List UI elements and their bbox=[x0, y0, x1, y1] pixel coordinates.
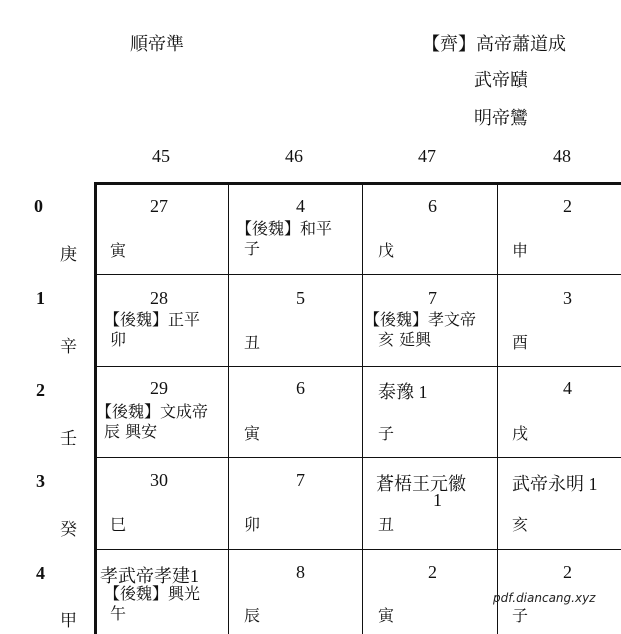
cell-branch: 卯 bbox=[110, 330, 127, 349]
cell-year-number: 2 bbox=[428, 562, 437, 582]
cell-branch: 丑 bbox=[378, 515, 395, 534]
cell-branch: 酉 bbox=[512, 333, 529, 352]
cell-branch: 申 bbox=[512, 241, 529, 260]
cell-year-number: 5 bbox=[296, 288, 305, 308]
cell-year-number: 4 bbox=[563, 378, 572, 398]
cell-year-number: 2 bbox=[563, 562, 572, 582]
column-divider bbox=[497, 182, 498, 634]
column-number: 48 bbox=[553, 146, 571, 166]
row-index: 1 bbox=[36, 288, 45, 308]
row-stem: 庚 bbox=[60, 245, 77, 265]
cell-branch: 午 bbox=[110, 604, 127, 623]
cell-year-number: 29 bbox=[150, 378, 168, 398]
column-number: 46 bbox=[285, 146, 303, 166]
row-stem: 癸 bbox=[60, 520, 77, 540]
cell-year-number: 孝武帝孝建1 bbox=[100, 566, 199, 586]
cell-year-number: 7 bbox=[428, 288, 437, 308]
column-divider bbox=[228, 182, 229, 634]
row-index: 4 bbox=[36, 563, 45, 583]
cell-branch: 戌 bbox=[512, 424, 529, 443]
row-divider bbox=[94, 366, 621, 367]
cell-era-text: 【後魏】文成帝 bbox=[96, 402, 209, 421]
column-divider bbox=[362, 182, 363, 634]
table-top-border bbox=[94, 182, 621, 185]
cell-branch: 寅 bbox=[110, 241, 127, 260]
row-stem: 壬 bbox=[60, 429, 77, 449]
cell-year-number-line2: 1 bbox=[433, 490, 442, 510]
row-stem: 甲 bbox=[60, 611, 77, 631]
cell-era-text: 【後魏】興光 bbox=[104, 584, 201, 603]
ruler-col45: 順帝準 bbox=[130, 34, 184, 55]
cell-year-number: 28 bbox=[150, 288, 168, 308]
row-index: 3 bbox=[36, 471, 45, 491]
column-number: 45 bbox=[152, 146, 170, 166]
cell-branch: 卯 bbox=[244, 515, 261, 534]
cell-year-number: 27 bbox=[150, 196, 168, 216]
cell-branch: 子 bbox=[512, 606, 529, 625]
cell-year-number: 蒼梧王元徽 bbox=[376, 474, 466, 494]
row-divider bbox=[94, 549, 621, 550]
cell-branch: 亥 延興 bbox=[378, 330, 432, 349]
cell-year-number: 武帝永明 1 bbox=[512, 474, 598, 494]
cell-year-number: 3 bbox=[563, 288, 572, 308]
cell-branch: 戊 bbox=[378, 241, 395, 260]
ruler-col47-line1: 【齊】高帝蕭道成 bbox=[422, 34, 566, 55]
cell-branch: 子 bbox=[378, 424, 395, 443]
cell-year-number: 8 bbox=[296, 562, 305, 582]
cell-year-number: 6 bbox=[296, 378, 305, 398]
watermark-text: pdf.diancang.xyz bbox=[493, 591, 596, 605]
column-number: 47 bbox=[418, 146, 436, 166]
cell-branch: 辰 興安 bbox=[104, 422, 158, 441]
cell-year-number: 泰豫 1 bbox=[378, 382, 428, 402]
cell-branch: 寅 bbox=[244, 424, 261, 443]
cell-year-number: 4 bbox=[296, 196, 305, 216]
row-index: 2 bbox=[36, 380, 45, 400]
cell-era-text: 【後魏】和平 bbox=[236, 219, 333, 238]
cell-branch: 子 bbox=[244, 239, 261, 258]
ruler-col47-line3: 明帝鸞 bbox=[474, 108, 528, 129]
row-index: 0 bbox=[34, 196, 43, 216]
cell-branch: 辰 bbox=[244, 606, 261, 625]
cell-branch: 丑 bbox=[244, 333, 261, 352]
cell-branch: 亥 bbox=[512, 515, 529, 534]
cell-era-text: 【後魏】孝文帝 bbox=[364, 310, 477, 329]
cell-year-number: 2 bbox=[563, 196, 572, 216]
row-divider bbox=[94, 274, 621, 275]
ruler-col47-line2: 武帝賾 bbox=[474, 70, 528, 91]
cell-year-number: 6 bbox=[428, 196, 437, 216]
cell-year-number: 30 bbox=[150, 470, 168, 490]
cell-era-text: 【後魏】正平 bbox=[104, 310, 201, 329]
row-stem: 辛 bbox=[60, 337, 77, 357]
cell-branch: 巳 bbox=[110, 515, 127, 534]
cell-branch: 寅 bbox=[378, 606, 395, 625]
cell-year-number: 7 bbox=[296, 470, 305, 490]
row-divider bbox=[94, 457, 621, 458]
